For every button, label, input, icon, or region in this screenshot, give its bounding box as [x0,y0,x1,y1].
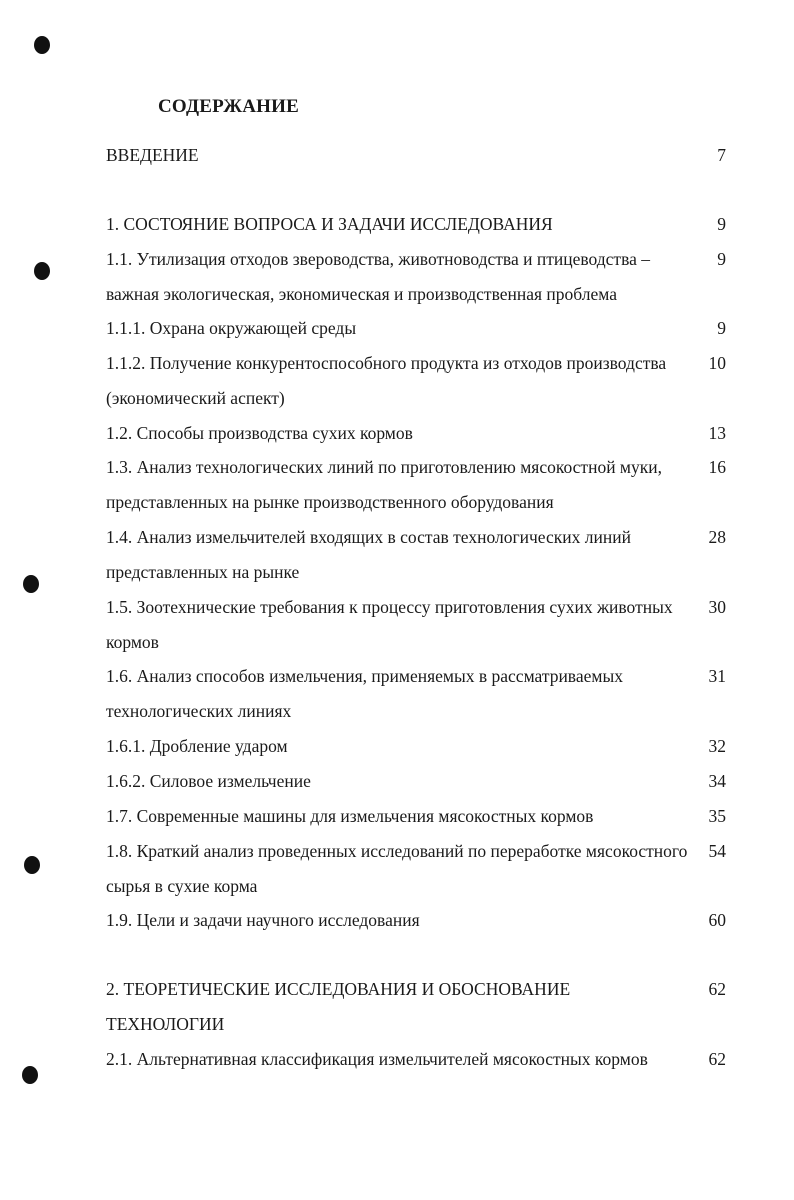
toc-entry-chapter-1 [106,207,726,242]
toc-entry-page: 32 [708,736,726,756]
toc-entry-text: 1.5. Зоотехнические требования к процессу приготовления сухих животных кормов [106,597,673,652]
toc-entry-text: 1.6.1. Дробление ударом [106,736,288,756]
toc-entry-text: 1.1. Утилизация отходов звероводства, животноводства и птицеводства – важная экологическая, экономическая и производственная проблема [106,249,650,304]
toc-entry-text: 1.8. Краткий анализ проведенных исследований по переработке мясокостного сырья в сухие корма [106,841,688,896]
toc-entry-2-1 [106,1042,726,1077]
toc-entry-text: 1. СОСТОЯНИЕ ВОПРОСА И ЗАДАЧИ ИССЛЕДОВАНИЯ [106,214,553,234]
toc-entry-page: 35 [708,806,726,826]
toc-entry-text: 1.1.2. Получение конкурентоспособного продукта из отходов производства (экономический аспект) [106,353,667,408]
toc-entry-1-8 [106,834,726,904]
toc-entry-page: 10 [708,353,726,373]
toc-entry-1-7 [106,799,726,834]
toc-entry-1-6 [106,659,726,729]
toc-entry-page: 31 [708,666,726,686]
toc-entry-chapter-2 [106,972,726,1042]
toc-entry-text: 1.3. Анализ технологических линий по приготовлению мясокостной муки, представленных на рынке производственного оборудования [106,457,663,512]
toc-entry-page: 9 [717,249,726,269]
page-title: СОДЕРЖАНИЕ [158,96,299,117]
toc-entry-1-5 [106,590,726,660]
toc-entry-page: 34 [708,771,726,791]
toc-entry-1-9 [106,903,726,938]
toc-entry-1-1-1 [106,311,726,346]
toc-entry-1-2 [106,416,726,451]
toc-entry-1-1 [106,242,726,312]
toc-entry-text: ВВЕДЕНИЕ [106,145,199,165]
toc-entry-text: 1.6.2. Силовое измельчение [106,771,311,791]
toc-entry-text: 1.2. Способы производства сухих кормов [106,423,413,443]
toc-entry-page: 54 [708,841,726,861]
toc-entry-text: 1.1.1. Охрана окружающей среды [106,318,357,338]
toc-entry-1-6-1 [106,729,726,764]
toc-entry-page: 62 [708,1049,726,1069]
toc-entry-text: 1.4. Анализ измельчителей входящих в состав технологических линий представленных на рынке [106,527,631,582]
toc-entry-text: 1.6. Анализ способов измельчения, применяемых в рассматриваемых технологических линиях [106,666,623,721]
toc-entry-1-4 [106,520,726,590]
toc-entry-1-3 [106,450,726,520]
toc-entry-1-1-2 [106,346,726,416]
toc-entry-page: 30 [708,597,726,617]
toc-entry-introduction [106,138,726,173]
toc-entry-page: 62 [708,979,726,999]
toc-entry-text: 1.9. Цели и задачи научного исследования [106,910,420,930]
toc-entry-page: 13 [708,423,726,443]
toc-entry-text: 1.7. Современные машины для измельчения мясокостных кормов [106,806,594,826]
toc-entry-text: 2. ТЕОРЕТИЧЕСКИЕ ИССЛЕДОВАНИЯ И ОБОСНОВАНИЕ ТЕХНОЛОГИИ [106,979,571,1034]
toc-entry-page: 7 [717,145,726,165]
toc-entry-1-6-2 [106,764,726,799]
toc-entry-page: 9 [717,318,726,338]
toc-entry-text: 2.1. Альтернативная классификация измельчителей мясокостных кормов [106,1049,648,1069]
toc-entry-page: 28 [708,527,726,547]
toc-entry-page: 16 [708,457,726,477]
toc-entry-page: 9 [717,214,726,234]
toc-entry-page: 60 [708,910,726,930]
